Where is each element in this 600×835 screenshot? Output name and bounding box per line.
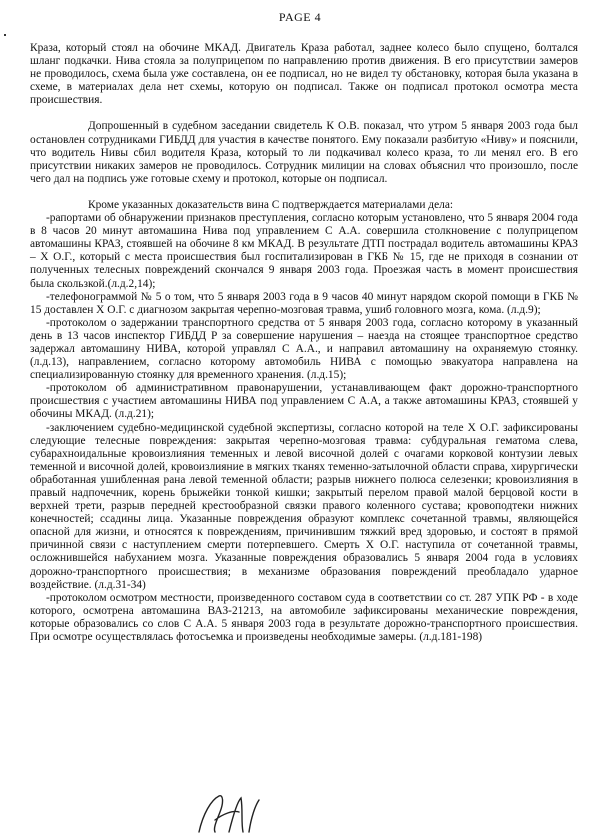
document-body xyxy=(30,42,578,644)
paragraph-5: -телефонограммой № 5 о том, что 5 января 2003 года в 9 часов 40 минут нарядом скорой помощи в ГКБ № 15 доставлен Х О.Г. с диагнозом закрытая черепно-мозговая травма, ушиб головного мозга, кома. (л.д.9); xyxy=(30,290,578,316)
scan-speck xyxy=(4,34,6,36)
paragraph-4: -рапортами об обнаружении признаков преступления, согласно которым установлено, что 5 января 2004 года в 8 часов 20 минут автомашина Нива под управлением С А.А. совершила столкновение с полуприцепом автомашины КРАЗ, стоявшей на обочине 8 км МКАД. В результате ДТП пострадал водитель автомашины КРАЗ – Х О.Г., который с места происшествия был госпитализирован в ГКБ № 15, где не приходя в сознании от полученных телесных повреждений скончался 9 января 2003 года. Проезжая часть в момент происшествия была скользкой.(л.д.2,14); xyxy=(30,212,578,290)
paragraph-1: Краза, который стоял на обочине МКАД. Двигатель Краза работал, заднее колесо было спущено, болтался шланг подкачки. Нива стояла за полуприцепом по направлению против движения. В его присутствии замеров не проводилось, схема была уже составлена, он ее подписал, но не видел ту обстановку, которая была указана в схеме, в материалах дела нет схемы, которую он подписал. Также он подписал протокол осмотра места происшествия. xyxy=(30,42,578,107)
paragraph-9: -протоколом осмотром местности, произведенного составом суда в соответствии со ст. 287 УПК РФ - в ходе которого, осмотрена автомашина ВАЗ-21213, на автомобиле зафиксированы механические повреждения, которые образовались со слов С А.А. 5 января 2003 года в результате дорожно-транспортного происшествия. При осмотре осуществлялась фотосъемка и произведены необходимые замеры. (л.д.181-198) xyxy=(30,591,578,644)
paragraph-gap xyxy=(30,186,578,199)
paragraph-6: -протоколом о задержании транспортного средства от 5 января 2003 года, согласно которому в указанный день в 13 часов инспектор ГИБДД Р за совершение нарушения – наезда на стоящее транспортное средство задержал автомашину НИВА, которой управлял С А.А., и направил автомашину на охраняемую стоянку. (л.д.13), направлением, согласно которому автомобиль НИВА с помощью эвакуатора направлена на специализированную стоянку для временного хранения. (л.д.15); xyxy=(30,316,578,382)
paragraph-8: -заключением судебно-медицинской судебной экспертизы, согласно которой на теле Х О.Г. зафиксированы следующие телесные повреждения: закрытая черепно-мозговая травма: субдуральная гематома слева, субарахноидальные кровоизлияния теменных и левой височной долей с очагами корковой контузии левых теменной и височной долей, кровоизлияние в мягких тканях теменно-затылочной области справа, хирургически обработанная ушибленная рана левой теменной области; разрыв нижнего полюса селезенки; кровоизлияния в правый надпочечник, корень брыжейки тонкой кишки; закрытый перелом правой малой берцовой кости в верхней трети, разрыв передней крестообразной связки правого коленного сустава; кровоподтеки нижних конечностей; ссадины лица. Указанные повреждения образуют комплекс сочетанной травмы, являющейся опасной для жизни, и относятся к повреждениям, причинившим тяжкий вред здоровью, и состоят в прямой причинной связи с наступлением смерти потерпевшего. Смерть Х О.Г. наступила от сочетанной травмы, осложнившейся набуханием мозга. Указанные повреждения образовались 5 января 2004 года в условиях дорожно-транспортного происшествия; в механизме образования повреждений преобладало ударное воздействие. (л.д.31-34) xyxy=(30,421,578,591)
paragraph-3: Кроме указанных доказательств вина С подтверждается материалами дела: xyxy=(88,198,454,211)
paragraph-2: Допрошенный в судебном заседании свидетель К О.В. показал, что утром 5 января 2003 года был остановлен сотрудниками ГИБДД для участия в качестве понятого. Ему показали разбитую «Ниву» и пояснили, что водитель Нивы сбил водителя Краза, который то ли подкачивал колесо краза, то ли менял его. В его присутствии никаких замеров не проводилось. Сотрудник милиции на словах объяснил что произошло, после чего дал на подпись уже готовые схему и протокол, которые он подписал. xyxy=(30,120,578,185)
paragraph-7: -протоколом об административном правонарушении, устанавливающем факт дорожно-транспортного происшествия с участием автомашины НИВА под управлением С А.А, а также автомашины КРАЗ, стоявшей у обочины МКАД. (л.д.21); xyxy=(30,382,578,421)
handwritten-signature xyxy=(193,792,273,834)
page-header: PAGE 4 xyxy=(278,10,322,24)
paragraph-gap xyxy=(30,107,578,120)
